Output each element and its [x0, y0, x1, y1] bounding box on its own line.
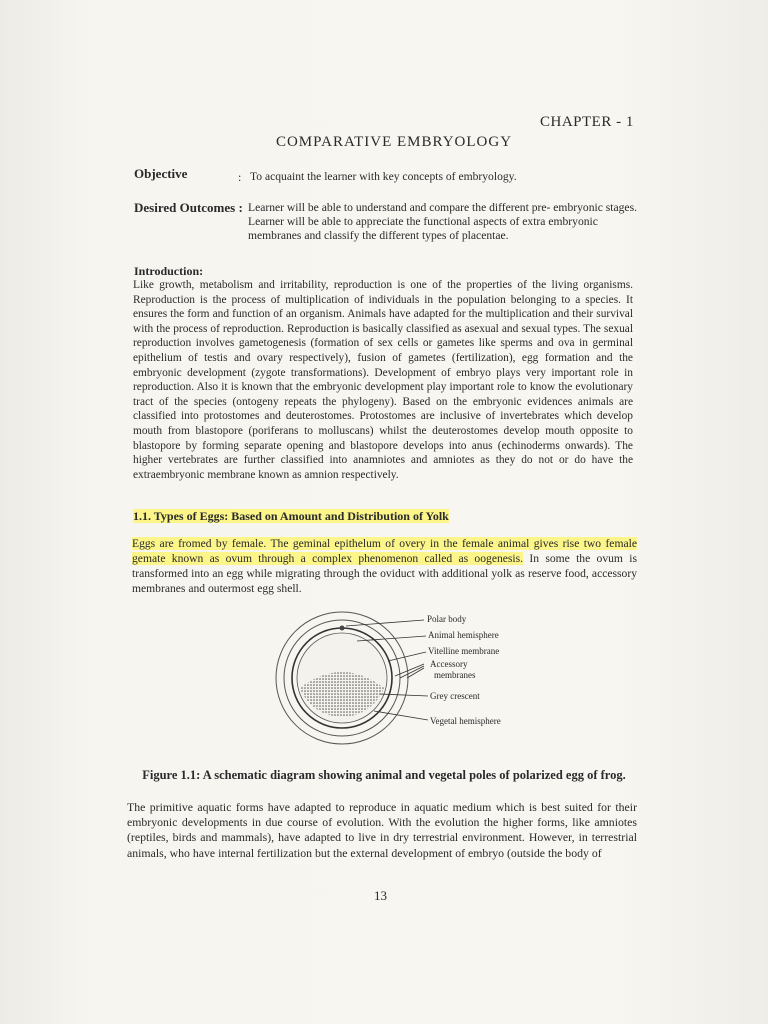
label-vegetal-hemisphere: Vegetal hemisphere — [430, 716, 501, 726]
chapter-number: CHAPTER - 1 — [540, 114, 634, 130]
figure-caption: Figure 1.1: A schematic diagram showing animal and vegetal poles of polarized egg of frog. — [142, 768, 626, 782]
section-heading — [133, 509, 449, 524]
page-number: 13 — [374, 888, 387, 903]
section-heading-text: 1.1. Types of Eggs: Based on Amount and Distribution of Yolk — [133, 509, 449, 523]
eggs-paragraph — [132, 536, 637, 596]
chapter-title-text: COMPARATIVE EMBRYOLOGY — [275, 134, 513, 150]
label-polar-body: Polar body — [427, 614, 467, 624]
label-vitelline-membrane: Vitelline membrane — [428, 646, 500, 656]
eggs-paragraph-rest: In some the ovum is transformed into an egg while migrating through the oviduct with additional yolk as reserve food, accessory membranes and outermost egg shell. — [132, 552, 637, 595]
desired-outcomes-label: Desired Outcomes : — [134, 200, 243, 215]
closing-paragraph: The primitive aquatic forms have adapted to reproduce in aquatic medium which is best suited for their embryonic developments in due course of evolution. With the evolution the higher forms, like amniotes (reptiles, birds and mammals), have adapted to live in dry terrestrial environment. However, in terrestrial animals, who have internal fertilization but the external development of embryo (outside the body of — [127, 800, 637, 860]
label-membranes: membranes — [434, 670, 476, 680]
introduction-heading: Introduction: — [134, 264, 204, 278]
chapter-title — [0, 134, 768, 151]
polar-body — [340, 626, 345, 631]
label-accessory: Accessory — [430, 659, 468, 669]
introduction-paragraph: Like growth, metabolism and irritability, reproduction is one of the properties of the living organisms. Reproduction is the process of multiplication of individuals in the population belonging to a species. It ensures the form and function of an organism. Animals have adapted for the multiplication and their survival with the process of reproduction. Reproduction is basically classified as asexual and sexual types. The sexual reproduction involves gametogenesis (formation of sex cells or gametes like sperms and ova in germinal epithelium of testis and ovary respectively), fusion of gametes (fertilization), egg formation and the embryonic development (zygote transformations). Development of embryo plays very important role in reproduction. Also it is known that the embryonic development play important role to know the evolutionary tract of the species (ontogeny repeats the phylogeny). Based on the embryonic evidences animals are classified into protostomes and deuterostomes. Protostomes are inclusive of invertebrates which develop mouth from blastopore (poriferans to molluscans) whilst the deuterostomes develop mouth opposite to blastopore by forming separate opening and blastopore develops into anus (echinoderms onwards). The higher vertebrates are further classified into anamniotes and amniotes as they do not or do have the extraembryonic membrane known as amnion respectively. — [133, 279, 633, 481]
frog-egg-diagram — [262, 606, 532, 756]
desired-outcomes-text: Learner will be able to understand and compare the different pre- embryonic stages. Learner will be able to appreciate the functional aspects of extra embryonic membranes and classify the different types of placentae. — [248, 201, 637, 242]
objective-colon: : — [238, 170, 242, 184]
highlighted-text: Eggs are fromed by female. The geminal epithelum of overy in the female animal gives rise two female gemate known as ovum through a complex phenomenon called as oogenesis. — [132, 537, 637, 565]
label-grey-crescent: Grey crescent — [430, 691, 480, 701]
label-animal-hemisphere: Animal hemisphere — [428, 630, 499, 640]
objective-label: Objective — [134, 166, 188, 181]
objective-text: To acquaint the learner with key concepts of embryology. — [250, 170, 517, 183]
